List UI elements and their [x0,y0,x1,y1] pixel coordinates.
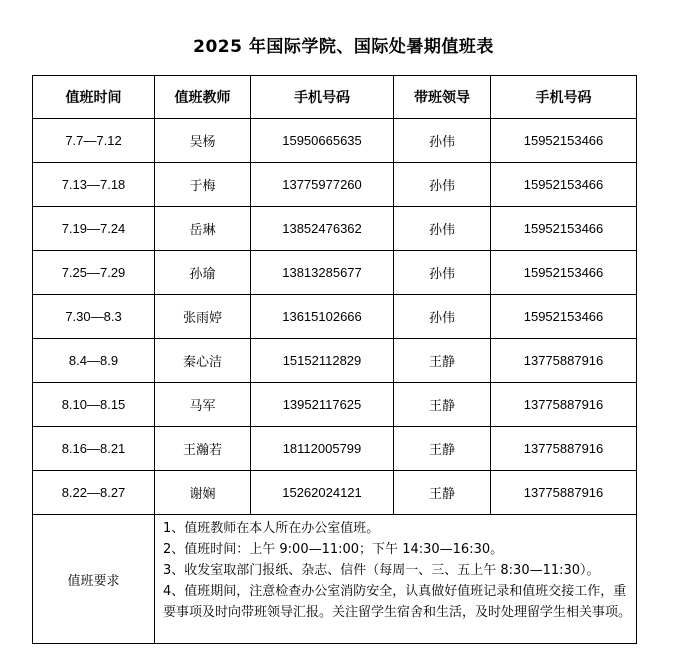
row-leader: 孙伟 [394,207,491,251]
table-row [33,383,637,427]
row-leader: 孙伟 [394,295,491,339]
requirements-content [155,515,637,644]
row-leader-phone: 15952153466 [491,207,637,251]
row-leader: 王静 [394,427,491,471]
row-leader-phone: 15952153466 [491,119,637,163]
row-leader: 王静 [394,471,491,515]
row-teacher: 秦心洁 [155,339,251,383]
row-teacher-phone: 13852476362 [251,207,394,251]
header-duty-teacher: 值班教师 [155,76,251,119]
row-teacher-phone: 13615102666 [251,295,394,339]
row-teacher-phone: 18112005799 [251,427,394,471]
row-date: 7.30—8.3 [33,295,155,339]
row-date: 8.4—8.9 [33,339,155,383]
table-row [33,251,637,295]
table-row [33,207,637,251]
requirement-line-3: 3、收发室取部门报纸、杂志、信件（每周一、三、五上午 8:30—11:30）。 [163,563,600,578]
requirement-line-4: 4、值班期间，注意检查办公室消防安全，认真做好值班记录和值班交接工作，重要事项及时向带班领导汇报。关注留学生宿舍和生活，及时处理留学生相关事项。 [163,584,632,620]
row-leader-phone: 13775887916 [491,339,637,383]
row-date: 7.19—7.24 [33,207,155,251]
row-teacher-phone: 13813285677 [251,251,394,295]
table-row [33,471,637,515]
row-date: 8.16—8.21 [33,427,155,471]
header-leader-phone: 手机号码 [491,76,637,119]
row-teacher-phone: 13952117625 [251,383,394,427]
row-leader-phone: 13775887916 [491,471,637,515]
header-teacher-phone: 手机号码 [251,76,394,119]
table-row [33,339,637,383]
row-leader: 孙伟 [394,251,491,295]
table-row [33,295,637,339]
requirement-line-1: 1、值班教师在本人所在办公室值班。 [163,521,380,536]
requirement-line-2: 2、值班时间：上午 9:00—11:00；下午 14:30—16:30。 [163,542,504,557]
row-teacher: 岳琳 [155,207,251,251]
header-duty-time: 值班时间 [33,76,155,119]
row-leader-phone: 15952153466 [491,251,637,295]
row-date: 7.25—7.29 [33,251,155,295]
table-row [33,163,637,207]
row-teacher: 谢娴 [155,471,251,515]
row-leader: 王静 [394,339,491,383]
row-teacher-phone: 15262024121 [251,471,394,515]
row-leader-phone: 13775887916 [491,427,637,471]
row-teacher: 于梅 [155,163,251,207]
requirements-row [33,515,637,644]
row-date: 8.22—8.27 [33,471,155,515]
requirements-label: 值班要求 [33,515,155,644]
row-teacher-phone: 15950665635 [251,119,394,163]
table-row [33,119,637,163]
duty-schedule-table [32,75,637,644]
row-leader: 孙伟 [394,163,491,207]
document-title: 2025 年国际学院、国际处暑期值班表 [193,37,494,57]
row-date: 7.7—7.12 [33,119,155,163]
header-leader: 带班领导 [394,76,491,119]
row-date: 8.10—8.15 [33,383,155,427]
row-teacher: 马军 [155,383,251,427]
table-row [33,427,637,471]
row-teacher: 张雨婷 [155,295,251,339]
row-leader-phone: 15952153466 [491,163,637,207]
row-leader: 王静 [394,383,491,427]
row-teacher-phone: 13775977260 [251,163,394,207]
row-date: 7.13—7.18 [33,163,155,207]
row-leader-phone: 13775887916 [491,383,637,427]
row-teacher: 吴杨 [155,119,251,163]
row-teacher-phone: 15152112829 [251,339,394,383]
table-header-row [33,76,637,119]
row-teacher: 孙瑜 [155,251,251,295]
row-leader-phone: 15952153466 [491,295,637,339]
row-teacher: 王瀚若 [155,427,251,471]
row-leader: 孙伟 [394,119,491,163]
